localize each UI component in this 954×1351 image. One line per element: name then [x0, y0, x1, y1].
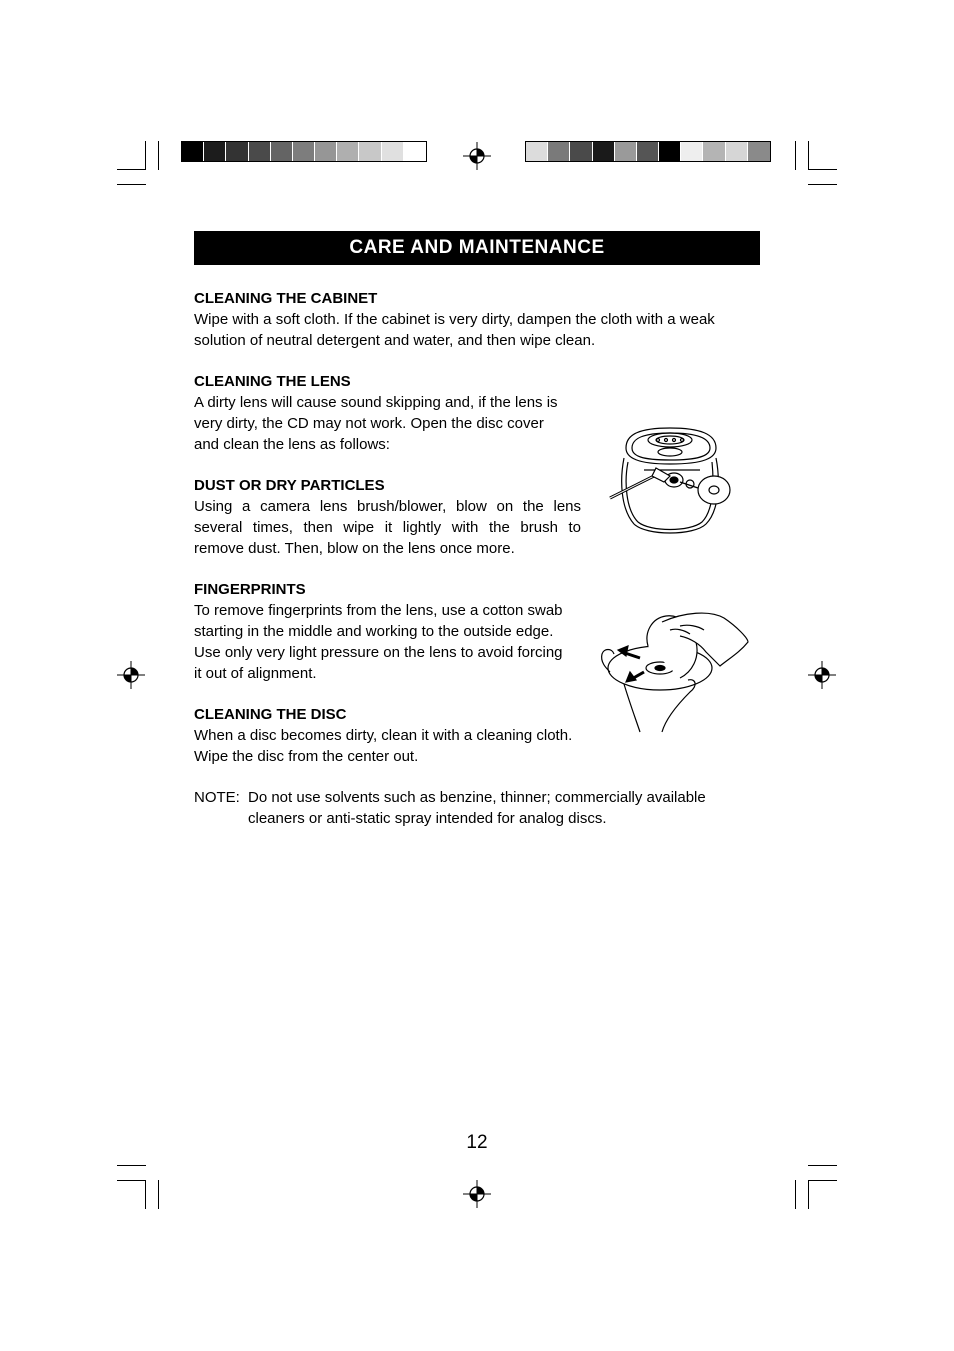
color-swatch — [359, 142, 381, 161]
text-line: Use only very light pressure on the lens to avoid forcing — [194, 644, 563, 661]
text-line: and clean the lens as follows: — [194, 436, 390, 453]
page-title: CARE AND MAINTENANCE — [349, 237, 605, 258]
color-swatch — [637, 142, 659, 161]
heading-cleaning-lens: CLEANING THE LENS — [194, 373, 351, 390]
text-line: solution of neutral detergent and water, and then wipe clean. — [194, 332, 596, 349]
color-swatch — [315, 142, 337, 161]
color-swatch — [659, 142, 681, 161]
color-swatch — [293, 142, 315, 161]
text-line: remove dust. Then, blow on the lens once more. — [194, 540, 515, 557]
color-strip-right — [525, 141, 771, 162]
text-line: cleaners or anti-static spray intended for analog discs. — [248, 810, 607, 827]
crosshair-target-icon — [117, 661, 145, 689]
text-line: To remove fingerprints from the lens, use a cotton swab — [194, 602, 563, 619]
color-swatch — [204, 142, 226, 161]
paragraph-cleaning-lens — [194, 392, 581, 455]
color-swatch — [337, 142, 359, 161]
color-swatch — [404, 142, 426, 161]
text-line: When a disc becomes dirty, clean it with a cleaning cloth. — [194, 727, 573, 744]
text-line: Wipe with a soft cloth. If the cabinet is very dirty, dampen the cloth with a weak — [194, 311, 715, 328]
color-swatch — [526, 142, 548, 161]
paragraph-cleaning-cabinet — [194, 309, 715, 351]
color-swatch — [748, 142, 770, 161]
color-swatch — [570, 142, 592, 161]
note-text — [248, 787, 706, 829]
color-swatch — [548, 142, 570, 161]
heading-fingerprints: FINGERPRINTS — [194, 581, 306, 598]
color-swatch — [703, 142, 725, 161]
paragraph-dust-particles — [194, 496, 581, 559]
color-swatch — [271, 142, 293, 161]
page-number: 12 — [466, 1132, 488, 1153]
section-title-banner — [194, 231, 760, 265]
color-swatch — [726, 142, 748, 161]
crosshair-target-icon — [808, 661, 836, 689]
paragraph-fingerprints — [194, 600, 581, 684]
note-label: NOTE: — [194, 789, 240, 806]
text-line: starting in the middle and working to the outside edge. — [194, 623, 554, 640]
color-strip-left — [181, 141, 427, 162]
color-swatch — [615, 142, 637, 161]
text-line: several times, then wipe it lightly with the brush to — [194, 519, 581, 536]
text-line: Using a camera lens brush/blower, blow on the lens — [194, 498, 581, 515]
text-line: Wipe the disc from the center out. — [194, 748, 419, 765]
crosshair-target-icon — [463, 142, 491, 170]
heading-cleaning-cabinet: CLEANING THE CABINET — [194, 290, 378, 307]
color-swatch — [382, 142, 404, 161]
color-swatch — [182, 142, 204, 161]
color-swatch — [226, 142, 248, 161]
text-line: A dirty lens will cause sound skipping and, if the lens is — [194, 394, 558, 411]
heading-cleaning-disc: CLEANING THE DISC — [194, 706, 347, 723]
text-line: very dirty, the CD may not work. Open the disc cover — [194, 415, 544, 432]
heading-dust-particles: DUST OR DRY PARTICLES — [194, 477, 385, 494]
cd-player-lens-brush-icon — [604, 418, 736, 540]
crosshair-target-icon — [463, 1180, 491, 1208]
color-swatch — [593, 142, 615, 161]
color-swatch — [249, 142, 271, 161]
color-swatch — [681, 142, 703, 161]
hand-wiping-disc-icon — [600, 608, 752, 736]
text-line: Do not use solvents such as benzine, thinner; commercially available — [248, 789, 706, 806]
paragraph-cleaning-disc — [194, 725, 581, 767]
text-line: it out of alignment. — [194, 665, 317, 682]
